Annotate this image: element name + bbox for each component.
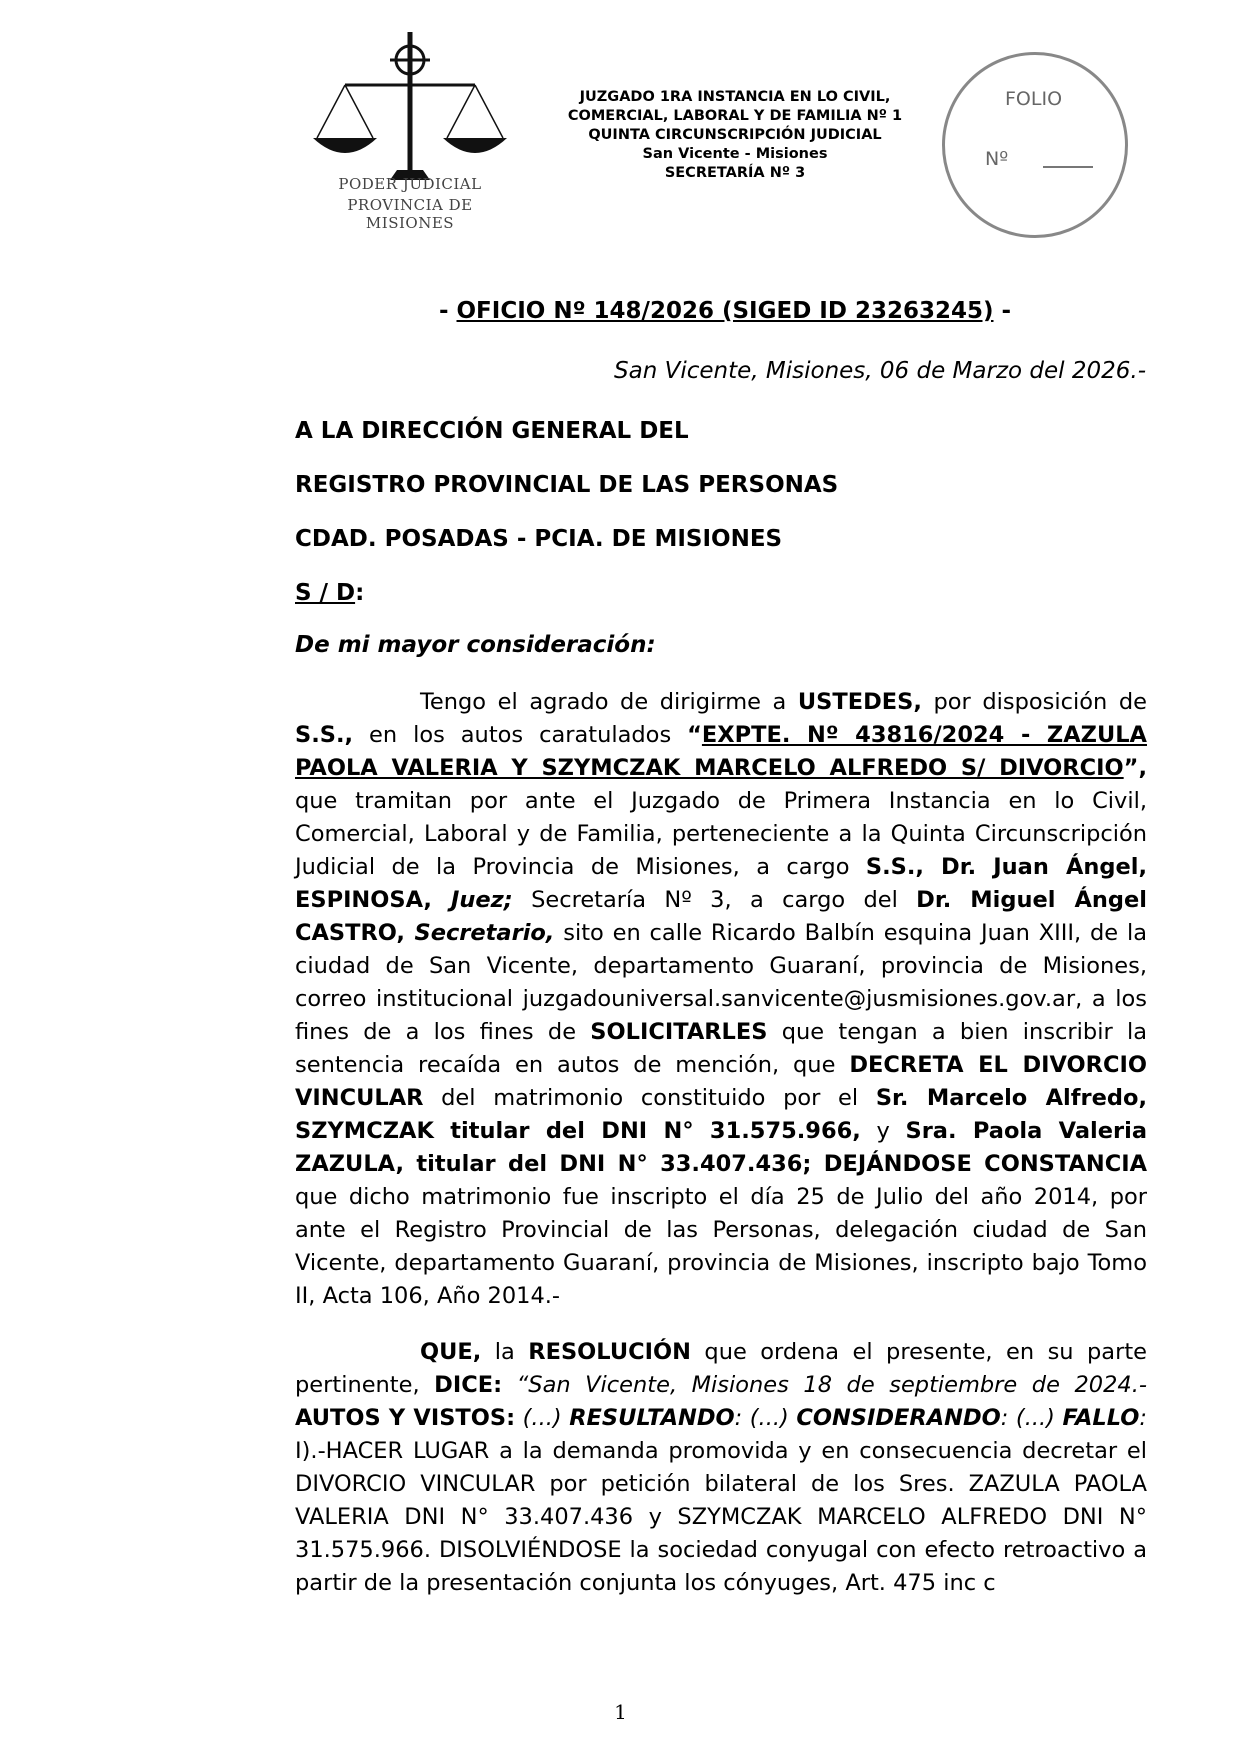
court-line: SECRETARÍA Nº 3 — [664, 165, 806, 181]
folio-number-label: Nº — [985, 148, 1009, 170]
addressee-line1: A LA DIRECCIÓN GENERAL DEL — [295, 418, 689, 444]
page-number: 1 — [614, 1700, 627, 1724]
oficio-number: OFICIO Nº 148/2026 (SIGED ID 23263245) — [456, 298, 994, 324]
greeting: De mi mayor consideración: — [295, 632, 656, 658]
document-title: - OFICIO Nº 148/2026 (SIGED ID 23263245) - — [438, 298, 1012, 324]
logo-text-line2: PROVINCIA DE MISIONES — [347, 196, 473, 232]
folio-number-line — [1043, 166, 1093, 168]
court-line: JUZGADO 1RA INSTANCIA EN LO CIVIL, — [579, 89, 891, 105]
body-paragraph-1: Tengo el agrado de dirigirme a USTEDES, por disposición de S.S., en los autos caratulados “EXPTE. Nº 43816/2024 - ZAZULA PAOLA VALERIA Y SZYMCZAK MARCELO ALFREDO S/ DIVORCIO”, que tramitan por ante el Juzgado de Primera Instancia en lo Civil, Comercial, Laboral y de Familia, perteneciente a la Quinta Circunscripción Judicial de la Provincia de Misiones, a cargo S.S., Dr. Juan Ángel, ESPINOSA, Juez; Secretaría Nº 3, a cargo del Dr. Miguel Ángel CASTRO, Secretario, sito en calle Ricardo Balbín esquina Juan XIII, de la ciudad de San Vicente, departamento Guaraní, provincia de Misiones, correo institucional juzgadouniversal.sanvicente@jusmisiones.gov.ar, a los fines de a los fines de SOLICITARLES que tengan a bien inscribir la sentencia recaída en autos de mención, que DECRETA EL DIVORCIO VINCULAR del matrimonio constituido por el Sr. Marcelo Alfredo, SZYMCZAK titular del DNI N° 31.575.966, y Sra. Paola Valeria ZAZULA, titular del DNI N° 33.407.436; DEJÁNDOSE CONSTANCIA que dicho matrimonio fue inscripto el día 25 de Julio del año 2014, por ante el Registro Provincial de las Personas, delegación ciudad de San Vicente, departamento Guaraní, provincia de Misiones, inscripto bajo Tomo II, Acta 106, Año 2014.- — [295, 689, 1148, 1309]
court-header — [540, 88, 930, 183]
case-caption: EXPTE. Nº 43816/2024 - ZAZULA PAOLA VALERIA Y SZYMCZAK MARCELO ALFREDO S/ DIVORCIO — [295, 722, 1147, 781]
sd-heading: S / D: — [295, 580, 365, 606]
folio-label: FOLIO — [1005, 88, 1063, 110]
body-paragraph-2: QUE, la RESOLUCIÓN que ordena el presente, en su parte pertinente, DICE: “San Vicente, Misiones 18 de septiembre de 2024.- AUTOS Y VISTOS: (...) RESULTANDO: (...) CONSIDERANDO: (...) FALLO: I).-HACER LUGAR a la demanda promovida y en consecuencia decretar el DIVORCIO VINCULAR por petición bilateral de los Sres. ZAZULA PAOLA VALERIA DNI N° 33.407.436 y SZYMCZAK MARCELO ALFREDO DNI N° 31.575.966. DISOLVIÉNDOSE la sociedad conyugal con efecto retroactivo a partir de la presentación conjunta los cónyuges, Art. 475 inc c — [295, 1339, 1148, 1596]
folio-stamp — [942, 52, 1128, 238]
document-date: San Vicente, Misiones, 06 de Marzo del 2026.- — [614, 358, 1146, 384]
court-line: COMERCIAL, LABORAL Y DE FAMILIA Nº 1 — [567, 108, 903, 124]
addressee-line2: REGISTRO PROVINCIAL DE LAS PERSONAS — [295, 472, 839, 498]
addressee-line3: CDAD. POSADAS - PCIA. DE MISIONES — [295, 526, 783, 552]
court-line: QUINTA CIRCUNSCRIPCIÓN JUDICIAL — [588, 127, 882, 143]
logo-text-line1: PODER JUDICIAL — [338, 175, 482, 193]
court-line: San Vicente - Misiones — [642, 146, 828, 162]
